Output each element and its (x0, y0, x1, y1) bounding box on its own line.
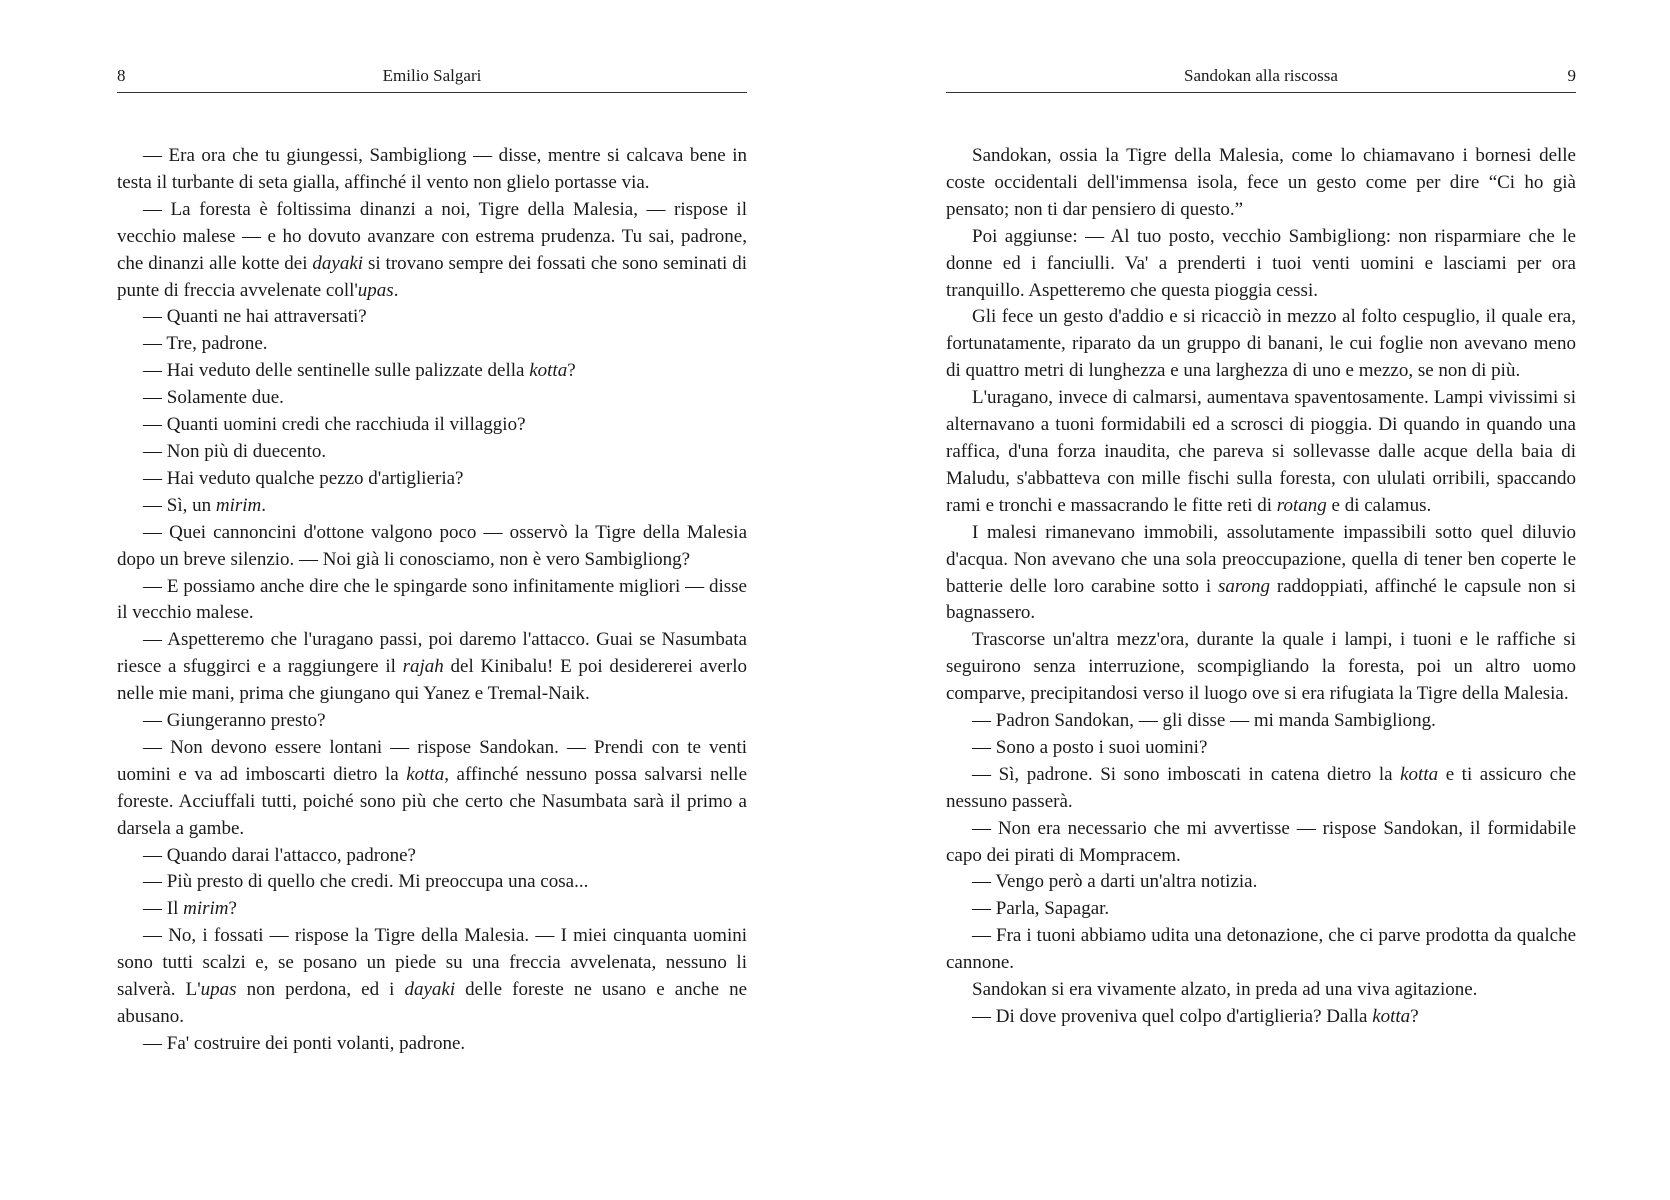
paragraph: Trascorse un'altra mezz'ora, durante la quale i lampi, i tuoni e le raffiche si seguirono senza interruzione, scompigliando la foresta, poi un altro uomo comparve, precipitandosi verso il luogo ove si era rifugiata la Tigre della Malesia. (946, 629, 1576, 705)
paragraph: I malesi rimanevano immobili, assolutamente impassibili sotto quel diluvio d'acqua. Non avevano che una sola preoccupazione, quella di tener ben coperte le batterie delle loro carabine sotto i sarong raddoppiati, affinché le capsule non si bagnassero. (946, 521, 1576, 624)
paragraph: — Aspetteremo che l'uragano passi, poi daremo l'attacco. Guai se Nasumbata riesce a sfuggirci e a raggiungere il rajah del Kinibalu! E poi desidererei averlo nelle mie mani, prima che giungano qui Yanez e Tremal-Naik. (117, 629, 747, 705)
paragraph: Poi aggiunse: — Al tuo posto, vecchio Sambigliong: non risparmiare che le donne ed i fanciulli. Va' a prenderti i tuoi venti uomini e lasciami per ora tranquillo. Aspetteremo che questa pioggia cessi. (946, 225, 1576, 301)
paragraph: Gli fece un gesto d'addio e si ricacciò in mezzo al folto cespuglio, il quale era, fortunatamente, riparato da un gruppo di banani, le cui foglie non avevano meno di quattro metri di lunghezza e una larghezza di uno e mezzo, se non di più. (946, 306, 1576, 382)
italic-term: upas (200, 979, 237, 1001)
paragraph: — Più presto di quello che credi. Mi preoccupa una cosa... (143, 871, 589, 893)
right-page (946, 0, 1576, 1200)
paragraph: — Solamente due. (143, 387, 284, 409)
paragraph: — Sì, padrone. Si sono imboscati in catena dietro la kotta e ti assicuro che nessuno passerà. (946, 763, 1576, 812)
italic-term: mirim (215, 494, 262, 516)
paragraph: — Quanti ne hai attraversati? (143, 306, 367, 328)
running-head (946, 66, 1576, 93)
paragraph: — E possiamo anche dire che le spingarde sono infinitamente migliori — disse il vecchio malese. (117, 575, 747, 624)
running-title: Emilio Salgari (382, 66, 482, 85)
italic-term: sarong (1217, 575, 1271, 597)
italic-term: kotta (1372, 1006, 1411, 1027)
italic-term: rajah (402, 656, 444, 678)
italic-term: dayaki (404, 979, 456, 1001)
page-body (117, 143, 747, 1058)
paragraph: — Hai veduto delle sentinelle sulle palizzate della kotta? (143, 360, 576, 382)
paragraph: — Quanti uomini credi che racchiuda il villaggio? (143, 414, 526, 436)
italic-term: dayaki (312, 252, 364, 274)
left-page (117, 0, 747, 1200)
paragraph: L'uragano, invece di calmarsi, aumentava spaventosamente. Lampi vivissimi si alternavano a tuoni formidabili ed a scrosci di pioggia. Di quando in quando una raffica, d'una forza inaudita, che pareva si sollevasse dalle acque della baia di Maludu, s'abbatteva con mille fischi sulla foresta, con ululati orribili, spaccando rami e tronchi e massacrando le fitte reti di rotang e di calamus. (946, 387, 1576, 516)
paragraph: — Vengo però a darti un'altra notizia. (972, 871, 1258, 893)
paragraph: — Il mirim? (143, 898, 237, 920)
page-number: 9 (1567, 66, 1576, 85)
paragraph: — Di dove proveniva quel colpo d'artiglieria? Dalla kotta? (972, 1006, 1419, 1027)
paragraph: — No, i fossati — rispose la Tigre della Malesia. — I miei cinquanta uomini sono tutti scalzi e, se posano un piede su una freccia avvelenata, nessuno li salverà. L'upas non perdona, ed i dayaki delle foreste ne usano e anche ne abusano. (117, 925, 747, 1027)
paragraph: — Non devono essere lontani — rispose Sandokan. — Prendi con te venti uomini e va ad imboscarti dietro la kotta, affinché nessuno possa salvarsi nelle foreste. Acciuffali tutti, poiché sono più che certo che Nasumbata sarà il primo a darsela a gambe. (117, 736, 748, 839)
running-title: Sandokan alla riscossa (1184, 66, 1338, 85)
paragraph: — Padron Sandokan, — gli disse — mi manda Sambigliong. (972, 710, 1436, 732)
italic-term: kotta (406, 763, 445, 785)
paragraph: — Quei cannoncini d'ottone valgono poco — osservò la Tigre della Malesia dopo un breve silenzio. — Noi già li conosciamo, non è vero Sambigliong? (117, 521, 747, 570)
running-head (117, 66, 747, 93)
italic-term: rotang (1276, 494, 1327, 516)
paragraph: — Non era necessario che mi avvertisse — rispose Sandokan, il formidabile capo dei pirati di Mompracem. (946, 817, 1576, 866)
paragraph: — Giungeranno presto? (143, 710, 326, 732)
paragraph: — Sono a posto i suoi uomini? (972, 736, 1208, 758)
paragraph: Sandokan, ossia la Tigre della Malesia, come lo chiamavano i bornesi delle coste occidentali dell'immensa isola, fece un gesto come per dire “Ci ho già pensato; non ti dar pensiero di questo.” (946, 145, 1576, 220)
paragraph: — La foresta è foltissima dinanzi a noi, Tigre della Malesia, — rispose il vecchio malese — e ho dovuto avanzare con estrema prudenza. Tu sai, padrone, che dinanzi alle kotte dei dayaki si trovano sempre dei fossati che sono seminati di punte di freccia avvelenate coll'upas. (117, 198, 747, 301)
paragraph: — Fa' costruire dei ponti volanti, padrone. (143, 1032, 466, 1054)
paragraph: — Era ora che tu giungessi, Sambigliong — disse, mentre si calcava bene in testa il turbante di seta gialla, affinché il vento non glielo portasse via. (117, 145, 747, 193)
paragraph: — Sì, un mirim. (143, 494, 267, 516)
page-number: 8 (117, 66, 126, 85)
italic-term: mirim (183, 898, 229, 920)
paragraph: — Hai veduto qualche pezzo d'artiglieria? (143, 467, 464, 489)
italic-term: upas (357, 279, 394, 301)
italic-term: kotta (529, 360, 568, 382)
paragraph: — Fra i tuoni abbiamo udita una detonazione, che ci parve prodotta da qualche cannone. (946, 925, 1576, 974)
paragraph: — Tre, padrone. (143, 333, 268, 355)
paragraph: — Non più di duecento. (143, 440, 327, 462)
paragraph: Sandokan si era vivamente alzato, in preda ad una viva agitazione. (972, 979, 1478, 1001)
paragraph: — Quando darai l'attacco, padrone? (143, 844, 416, 866)
paragraph: — Parla, Sapagar. (972, 898, 1110, 920)
italic-term: kotta (1400, 763, 1439, 785)
page-body (946, 143, 1576, 1031)
